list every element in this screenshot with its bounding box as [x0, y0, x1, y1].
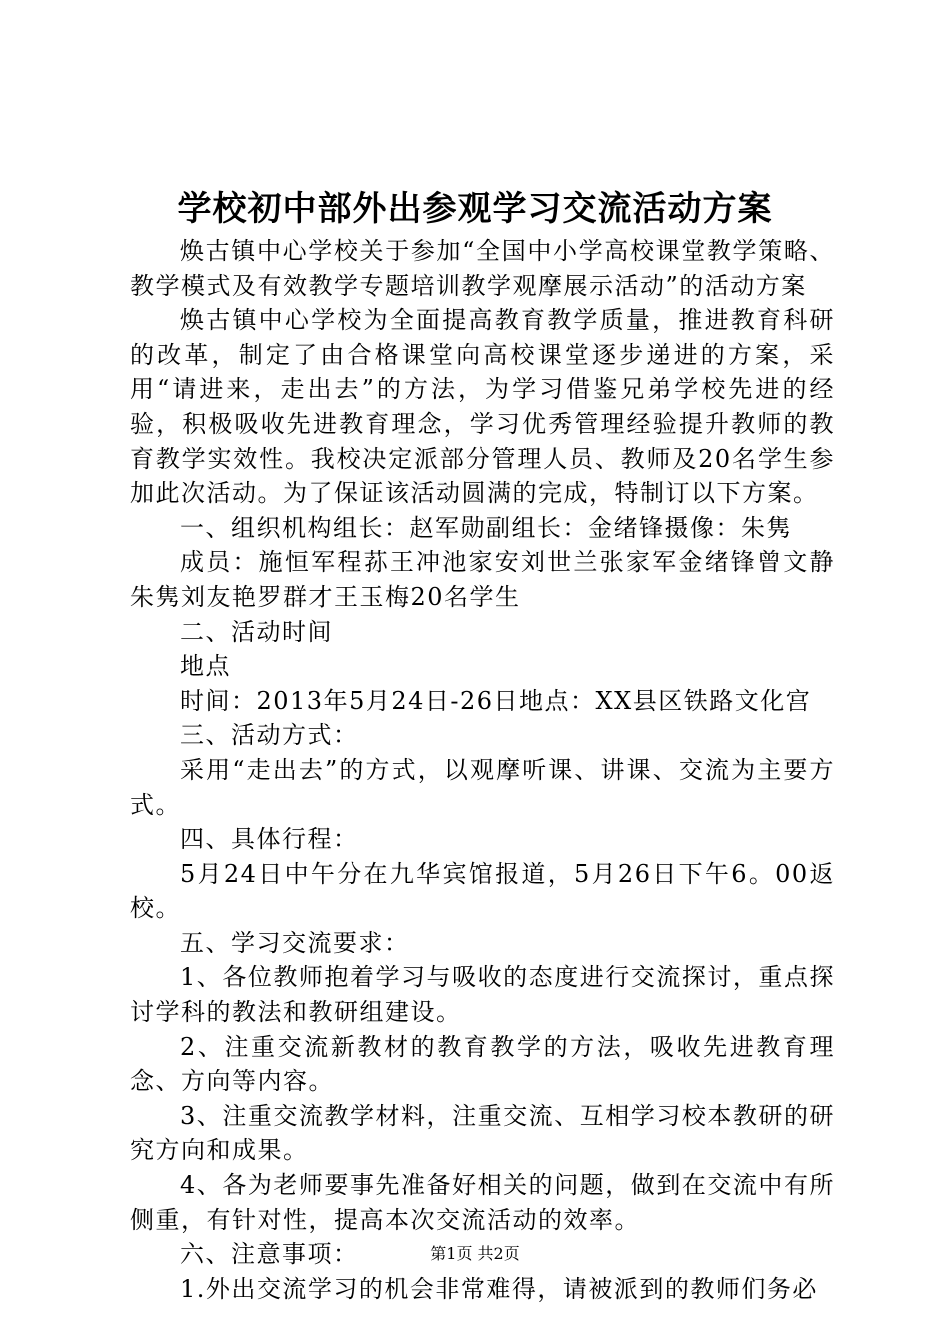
paragraph-itinerary: 5月24日中午分在九华宾馆报道，5月26日下午6。00返校。	[130, 859, 835, 923]
paragraph-requirement-3: 3、注重交流教学材料，注重交流、互相学习校本教研的研究方向和成果。	[130, 1101, 835, 1165]
paragraph-section-itinerary: 四、具体行程：	[180, 825, 359, 854]
page-footer: 第1页 共2页	[430, 1244, 520, 1263]
document-title: 学校初中部外出参观学习交流活动方案	[177, 189, 773, 229]
document-body	[130, 234, 835, 1306]
paragraph-members: 成员：施恒军程荪王冲池家安刘世兰张家军金绪锋曾文静朱隽刘友艳罗群才王玉梅20名学生	[130, 548, 835, 611]
paragraph-section-notes: 六、注意事项：	[180, 1240, 359, 1269]
paragraph-location-label: 地点	[180, 652, 231, 681]
paragraph-requirement-1: 1、各位教师抱着学习与吸收的态度进行交流探讨，重点探讨学科的教法和教研组建设。	[130, 963, 835, 1027]
paragraph-requirement-2: 2、注重交流新教材的教育教学的方法，吸收先进教育理念、方向等内容。	[130, 1032, 835, 1096]
paragraph-requirement-4: 4、各为老师要事先准备好相关的问题，做到在交流中有所侧重，有针对性，提高本次交流活动的效率。	[130, 1171, 835, 1234]
paragraph-intro-body: 焕古镇中心学校为全面提高教育教学质量，推进教育科研的改革，制定了由合格课堂向高校课堂逐步递进的方案，采用“请进来，走出去”的方法，为学习借鉴兄弟学校先进的经验，积极吸收先进教育理念，学习优秀管理经验提升教师的教育教学实效性。我校决定派部分管理人员、教师及20名学生参加此次活动。为了保证该活动圆满的完成，特制订以下方案。	[130, 306, 835, 508]
paragraph-organization: 一、组织机构组长：赵军勋副组长：金绪锋摄像：朱隽	[180, 513, 792, 542]
paragraph-time-location: 时间：2013年5月24日-26日地点：XX县区铁路文化宫	[180, 686, 812, 715]
paragraph-note-1: 1.外出交流学习的机会非常难得，请被派到的教师们务必	[180, 1274, 818, 1303]
paragraph-section-method: 三、活动方式：	[180, 721, 359, 750]
paragraph-method: 采用“走出去”的方式，以观摩听课、讲课、交流为主要方式。	[130, 755, 835, 819]
paragraph-section-time: 二、活动时间	[180, 617, 333, 646]
paragraph-section-requirements: 五、学习交流要求：	[180, 928, 410, 957]
paragraph-intro-heading: 焕古镇中心学校关于参加“全国中小学高校课堂教学策略、教学模式及有效教学专题培训教学观摩展示活动”的活动方案	[130, 237, 835, 300]
